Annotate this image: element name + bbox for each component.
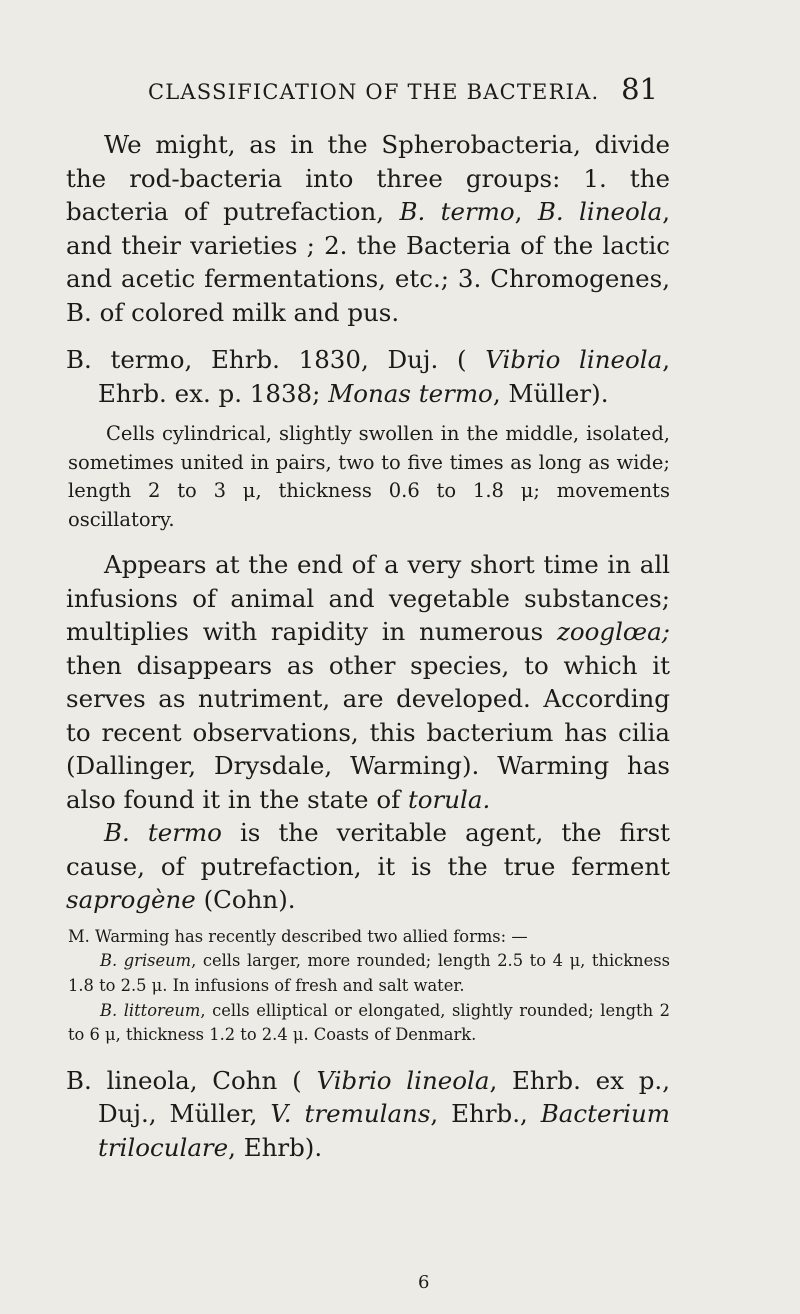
- page-header: [148, 72, 658, 108]
- page-number: 81: [621, 72, 658, 106]
- text-run: then disappears as other species, to which it serves as nutriment, are developed. According to recent observations, this bacterium has cilia (Dallinger, Drysdale, Warming). Warming has also found it in the state of: [66, 650, 670, 814]
- text-run: We might, as in the Spherobacteria, divide the rod-bacteria into three groups: 1. the bacteria of putrefaction,: [66, 130, 670, 226]
- putrefaction-paragraph: [66, 816, 670, 917]
- running-title: CLASSIFICATION OF THE BACTERIA.: [148, 80, 600, 104]
- species-name: B. lineola: [537, 197, 663, 226]
- text-run: , Ehrb. ex. p. 1838;: [98, 345, 670, 408]
- text-run: ,: [514, 197, 538, 226]
- text-run: B. lineola, Cohn (: [66, 1065, 317, 1095]
- note-intro: M. Warming has recently described two allied forms: —: [68, 926, 528, 946]
- text-run: , Müller).: [492, 378, 609, 408]
- habitat-paragraph: [66, 548, 670, 816]
- intro-paragraph: [66, 128, 670, 329]
- text-run: is the veritable agent, the first cause, of putrefaction, it is the true ferment: [66, 818, 670, 881]
- text-run: (Cohn).: [195, 885, 296, 915]
- text-run: , Ehrb. ex p., Duj., Müller,: [98, 1065, 670, 1129]
- signature-mark: 6: [418, 1272, 430, 1293]
- note-littoreum: [66, 999, 670, 1048]
- species-name: B. termo: [104, 818, 222, 848]
- text-run: , cells larger, more rounded; length 2.5 to 4 μ, thickness 1.8 to 2.5 μ. In infusions of fresh and salt water.: [68, 951, 670, 996]
- species-name: B. littoreum: [100, 1000, 201, 1020]
- synonym-name: Vibrio lineola: [485, 345, 663, 374]
- text-run: , cells elliptical or elongated, slightly rounded; length 2 to 6 μ, thickness 1.2 to 2.4 μ. Coasts of Denmark.: [68, 1000, 670, 1045]
- species-name: B. termo: [399, 197, 515, 226]
- synonym-name: V. tremulans: [270, 1099, 431, 1129]
- term-italic: zooglœa;: [556, 617, 670, 647]
- species-entry-b-lineola: [66, 1064, 670, 1165]
- synonym-name: Vibrio lineola: [316, 1065, 490, 1095]
- synonym-name: Bacterium triloculare: [98, 1099, 671, 1162]
- species-name: B. griseum: [100, 951, 192, 971]
- text-run: , Ehrb.,: [430, 1099, 541, 1129]
- term-italic: saprogène: [66, 885, 196, 915]
- text-run: , and their varieties ; 2. the Bacteria of the lactic and acetic fermentations, etc.; 3. Chromogenes, B. of colored milk and pus.: [66, 197, 670, 327]
- species-description: Cells cylindrical, slightly swollen in the middle, isolated, sometimes united in pairs, two to five times as long as wide; length 2 to 3 μ, thickness 0.6 to 1.8 μ; movements oscillatory.: [68, 422, 670, 531]
- text-run: Appears at the end of a very short time in all infusions of animal and vegetable substances; multiplies with rapidity in numerous: [66, 550, 670, 647]
- note-griseum: [66, 949, 670, 998]
- term-italic: torula.: [407, 784, 491, 814]
- text-run: , Ehrb).: [228, 1132, 323, 1162]
- species-entry-b-termo: [66, 343, 670, 410]
- page-body: [66, 128, 670, 1164]
- synonym-name: Monas termo: [328, 378, 493, 408]
- text-run: B. termo, Ehrb. 1830, Duj. (: [66, 345, 486, 374]
